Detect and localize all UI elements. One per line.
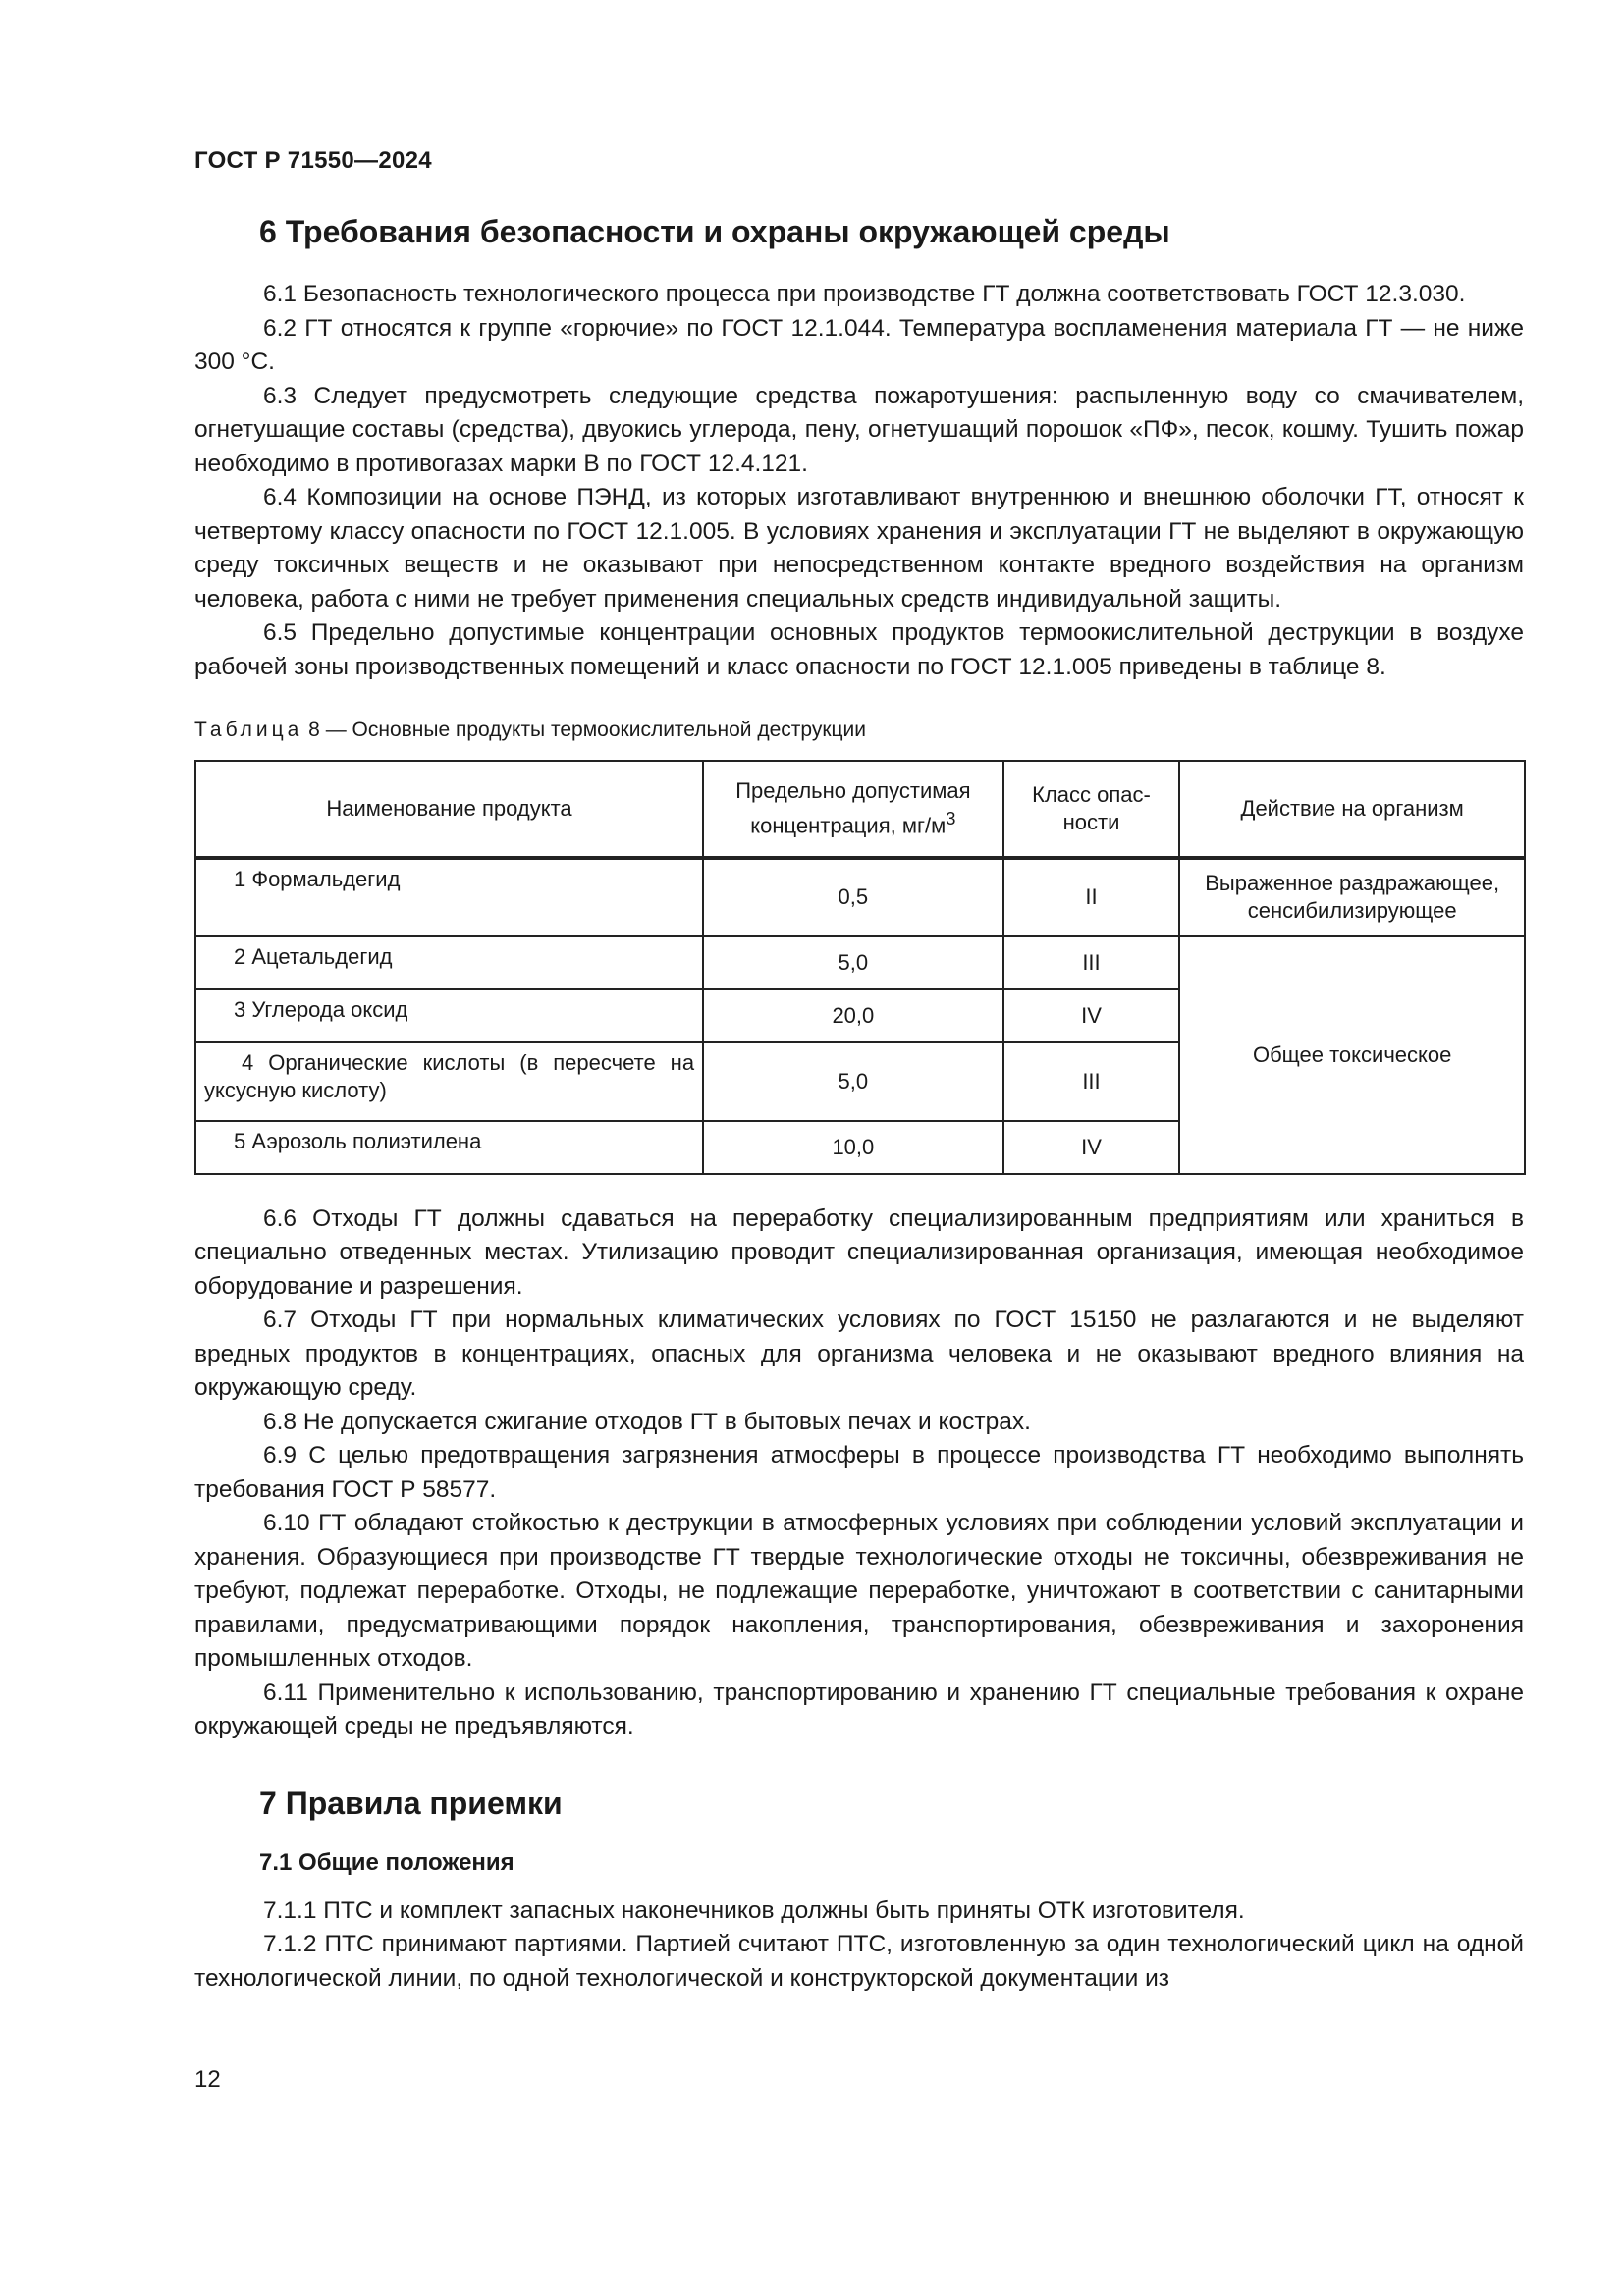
- row-concentration: 5,0: [703, 936, 1003, 989]
- header-effect: Действие на организм: [1179, 761, 1525, 858]
- paragraph-6-4: 6.4 Композиции на основе ПЭНД, из которых изготавливают внутреннюю и внешнюю оболочки ГТ, относят к четвертому классу опасности по ГОСТ 12.1.005. В условиях хранения и эксплуатации ГТ не выделяют в окружающую среду токсичных веществ и не оказывают при непосредственном контакте вредного воздействия на организм человека, работа с ними не требует применения специальных средств индивидуальной защиты.: [194, 484, 1524, 613]
- row-concentration: 5,0: [703, 1042, 1003, 1121]
- row-hazard-class: IV: [1003, 1121, 1180, 1174]
- table-caption: [194, 714, 1524, 748]
- header-product-name: Наименование продукта: [195, 761, 703, 858]
- page-number: 12: [194, 2066, 221, 2093]
- row-concentration: 20,0: [703, 989, 1003, 1042]
- paragraph-6-5: 6.5 Предельно допустимые концентрации основных продуктов термоокислительной деструкции в воздухе рабочей зоны производственных помещений и класс опасности по ГОСТ 12.1.005 приведены в таблице 8.: [194, 619, 1524, 680]
- row-product-name: 5 Аэрозоль полиэтилена: [195, 1121, 703, 1174]
- row-hazard-class: III: [1003, 1042, 1180, 1121]
- section-6-title: 6 Требования безопасности и охраны окружающей среды: [259, 214, 1170, 249]
- header-concentration: [703, 761, 1003, 858]
- row-product-name: 3 Углерода оксид: [195, 989, 703, 1042]
- section-7: [194, 1786, 1524, 1997]
- paragraph-6-1: 6.1 Безопасность технологического процесса при производстве ГТ должна соответствовать ГОСТ 12.3.030.: [263, 281, 1466, 307]
- paragraph-7-1-1: 7.1.1 ПТС и комплект запасных наконечников должны быть приняты ОТК изготовителя.: [263, 1896, 1245, 1924]
- section-7-title: 7 Правила приемки: [259, 1785, 563, 1821]
- paragraph-6-6: 6.6 Отходы ГТ должны сдаваться на переработку специализированным предприятиям или храниться в специально отведенных местах. Утилизацию проводит специализированная организация, имеющая необходимое оборудование и разрешения.: [194, 1204, 1524, 1300]
- table-row: [195, 936, 1525, 989]
- merged-effect-cell: Общее токсическое: [1179, 936, 1525, 1174]
- document-page: [194, 147, 1524, 1996]
- paragraph-6-10: 6.10 ГТ обладают стойкостью к деструкции в атмосферных условиях при соблюдении условий эксплуатации и хранения. Образующиеся при производстве ГТ твердые технологические отходы не токсичны, обезвреживания не требуют, подлежат переработке. Отходы, не подлежащие переработке, уничтожают в соответствии с санитарными правилами, предусматривающими порядок накопления, транспортирования, обезвреживания и захоронения промышленных отходов.: [194, 1510, 1524, 1672]
- row-product-name: 2 Ацетальдегид: [195, 936, 703, 989]
- row-product-name: 1 Формальдегид: [195, 858, 703, 936]
- paragraph-6-3: 6.3 Следует предусмотреть следующие средства пожаротушения: распыленную воду со смачивателем, огнетушащие составы (средства), двуокись углерода, пену, огнетушащий порошок «ПФ», песок, кошму. Тушить пожар необходимо в противогазах марки В по ГОСТ 12.4.121.: [194, 382, 1524, 477]
- paragraph-6-9: 6.9 С целью предотвращения загрязнения атмосферы в процессе производства ГТ необходимо выполнять требования ГОСТ Р 58577.: [194, 1442, 1524, 1503]
- row-hazard-class: III: [1003, 936, 1180, 989]
- table-row: [195, 858, 1525, 936]
- row-hazard-class: IV: [1003, 989, 1180, 1042]
- row-hazard-class: II: [1003, 858, 1180, 936]
- paragraph-6-11: 6.11 Применительно к использованию, транспортированию и хранению ГТ специальные требования к охране окружающей среды не предъявляются.: [194, 1679, 1524, 1739]
- header-hazard-class: Класс опасности: [1003, 761, 1180, 858]
- table-caption-text: 8 — Основные продукты термоокислительной деструкции: [302, 719, 866, 741]
- table-caption-prefix: Таблица: [194, 719, 303, 741]
- header-concentration-text: Предельно допустимая концентрация, мг/м: [735, 777, 971, 838]
- paragraph-6-2: 6.2 ГТ относятся к группе «горючие» по ГОСТ 12.1.044. Температура воспламенения материала ГТ — не ниже 300 °С.: [194, 314, 1524, 375]
- table-8: [194, 760, 1526, 1175]
- paragraph-7-1-2: 7.1.2 ПТС принимают партиями. Партией считают ПТС, изготовленную за один технологический цикл на одной технологической линии, по одной технологической и конструкторской документации из: [194, 1931, 1524, 1992]
- row-effect: Выраженное раздражающее, сенсибилизирующее: [1179, 858, 1525, 936]
- row-product-name: 4 Органические кислоты (в пересчете на уксусную кислоту): [195, 1042, 703, 1121]
- table-header-row: [195, 761, 1525, 858]
- row-concentration: 10,0: [703, 1121, 1003, 1174]
- paragraph-6-7: 6.7 Отходы ГТ при нормальных климатических условиях по ГОСТ 15150 не разлагаются и не выделяют вредных продуктов в концентрациях, опасных для организма человека и не оказывают вредного влияния на окружающую среду.: [194, 1307, 1524, 1401]
- document-id: ГОСТ Р 71550—2024: [194, 147, 432, 174]
- header-concentration-unit-sup: 3: [946, 807, 956, 828]
- paragraph-6-8: 6.8 Не допускается сжигание отходов ГТ в бытовых печах и кострах.: [263, 1408, 1031, 1435]
- row-concentration: 0,5: [703, 858, 1003, 936]
- subsection-7-1-title: 7.1 Общие положения: [259, 1848, 514, 1876]
